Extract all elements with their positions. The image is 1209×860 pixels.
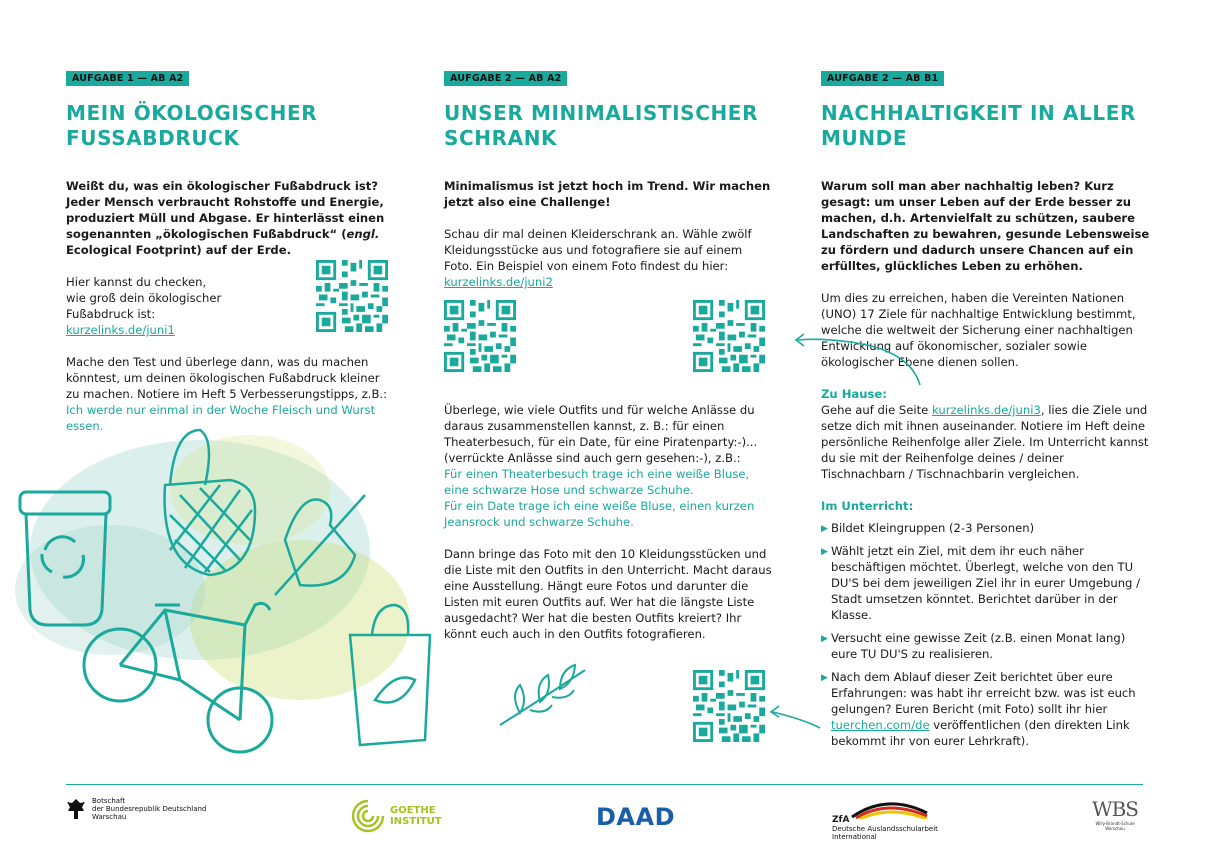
embassy-name: der Bundesrepublik Deutschland <box>92 805 207 813</box>
check-text: Hier kannst du checken, wie groß dein ökologischer Fußabdruck ist: kurzelinks.de/juni1 <box>66 275 222 337</box>
triangle-bullet-icon: ▶ <box>821 634 828 644</box>
embassy-name: Botschaft <box>92 797 126 805</box>
tuerchen-link[interactable]: tuerchen.com/de <box>831 718 930 732</box>
column-footprint <box>66 66 396 434</box>
qr-code-icon[interactable] <box>316 260 388 332</box>
title-line: NACHHALTIGKEIT IN ALLER <box>821 101 1136 125</box>
class-task-list <box>821 520 1151 749</box>
lead-paragraph: Weißt du, was ein ökologischer Fußabdruck ist? Jeder Mensch verbraucht Rohstoffe und Energie, produziert Müll und Abgase. Er hinterlässt einen sogenannten „ökologischen Fußabdruck“ (engl. Ecological Footprint) auf der Erde. <box>66 179 385 257</box>
wbs-logo <box>1090 797 1140 831</box>
goethe-text: INSTITUT <box>390 816 442 827</box>
eagle-crest-icon <box>66 797 86 823</box>
goals-link[interactable]: kurzelinks.de/juni3 <box>931 403 1041 417</box>
footprint-link[interactable]: kurzelinks.de/juni1 <box>66 323 175 337</box>
class-heading: Im Unterricht: <box>821 499 914 513</box>
leaf-sprig-icon <box>490 655 600 735</box>
embassy-logo <box>66 797 206 823</box>
title-line: UNSER MINIMALISTISCHER <box>444 101 759 125</box>
zfa-name: International <box>832 833 877 841</box>
qr-code-icon[interactable] <box>693 670 765 742</box>
task-tag: AUFGABE 2 — AB B1 <box>821 71 944 86</box>
column-sustainability <box>821 66 1151 756</box>
qr-code-icon[interactable] <box>693 300 765 372</box>
title-line: SCHRANK <box>444 126 558 150</box>
title-line: FUSSABDRUCK <box>66 126 240 150</box>
triangle-bullet-icon: ▶ <box>821 673 828 683</box>
home-text: Gehe auf die Seite kurzelinks.de/juni3, lies die Ziele und setze dich mit ihnen auseinander. Notiere im Heft deine persönliche Reihenfolge aller Ziele. Im Unterricht kannst du sie mit der Reihenfolge deines / deiner Tischnachbarn / Tischnachbarin vergleichen. <box>821 403 1149 481</box>
embassy-name: Warschau <box>92 813 127 821</box>
section-title <box>821 101 1151 151</box>
lead-paragraph: Minimalismus ist jetzt hoch im Trend. Wir machen jetzt also eine Challenge! <box>444 179 771 209</box>
example-text: Für ein Date trage ich eine weiße Bluse, einen kurzen Jeansrock und schwarze Schuhe. <box>444 499 755 529</box>
example-text: Ich werde nur einmal in der Woche Fleisch und Wurst essen. <box>66 403 376 433</box>
goethe-text: GOETHE <box>390 805 436 816</box>
title-line: MUNDE <box>821 126 908 150</box>
intro-text: Schau dir mal deinen Kleiderschrank an. Wähle zwölf Kleidungsstücke aus und fotografiere sie auf einem Foto. Ein Beispiel von einem Foto findest du hier: kurzelinks.de/juni2 <box>444 227 752 289</box>
list-item: ▶ Nach dem Ablauf dieser Zeit berichtet über eure Erfahrungen: was habt ihr erreicht bzw. was ist euch gelungen? Euren Bericht (mit Foto) sollt ihr hier tuerchen.com/de veröffentlichen (den direkten Link bekommt ihr von eurer Lehrkraft). <box>821 670 1136 748</box>
goethe-swirl-icon <box>350 798 386 834</box>
eco-illustration <box>0 400 440 780</box>
zfa-name: Deutsche Auslandsschularbeit <box>832 825 938 833</box>
example-text: Für einen Theaterbesuch trage ich eine weiße Bluse, eine schwarze Hose und schwarze Schuhe. <box>444 467 750 497</box>
title-line: MEIN ÖKOLOGISCHER <box>66 101 318 125</box>
lead-paragraph: Warum soll man aber nachhaltig leben? Kurz gesagt: um unser Leben auf der Erde besser zu machen, d.h. Artenvielfalt zu schützen, saubere Landschaften zu bewahren, gesunde Lebensweise zu fördern und dadurch unsere Chancen auf ein erfülltes, glückliches Leben zu erhöhen. <box>821 179 1150 273</box>
triangle-bullet-icon: ▶ <box>821 547 828 557</box>
wbs-subtitle: Willy-Brandt-Schule <box>1095 821 1135 826</box>
exhibition-text: Dann bringe das Foto mit den 10 Kleidungsstücken und die Liste mit den Outfits in den Unterricht. Macht daraus eine Ausstellung. Hängt eure Fotos und darunter die Listen mit euren Outfits auf. Wer hat die längste Liste ausgedacht? Wer hat die besten Outfits kreiert? Ihr könnt euch auch in den Outfits fotografieren. <box>444 547 772 641</box>
list-item: ▶ Bildet Kleingruppen (2-3 Personen) <box>821 521 1035 535</box>
list-item: ▶ Wählt jetzt ein Ziel, mit dem ihr euch näher beschäftigen möchtet. Überlegt, welche von den TU DU'S bei dem jeweiligen Ziel ihr in eurer Umgebung / Stadt umsetzen könntet. Berichtet darüber in der Klasse. <box>821 544 1141 622</box>
wbs-subtitle: Warschau <box>1105 826 1125 831</box>
home-heading: Zu Hause: <box>821 387 887 401</box>
triangle-bullet-icon: ▶ <box>821 524 828 534</box>
footer-divider <box>66 784 1143 785</box>
wbs-letters: WBS <box>1092 797 1138 821</box>
section-title <box>444 101 774 151</box>
section-title <box>66 101 396 151</box>
qr-code-icon[interactable] <box>444 300 516 372</box>
zfa-short: ZfA <box>832 815 850 825</box>
task-text: Mache den Test und überlege dann, was du machen könntest, um deinen ökologischen Fußabdruck kleiner zu machen. Notiere im Heft 5 Verbesserungstipps, z.B.: <box>66 355 388 401</box>
daad-logo: DAAD <box>596 803 675 831</box>
wardrobe-link[interactable]: kurzelinks.de/juni2 <box>444 275 553 289</box>
curved-arrow-icon <box>770 330 930 390</box>
watercolor-splash <box>15 525 205 655</box>
outfits-text: Überlege, wie viele Outfits und für welche Anlässe du daraus zusammenstellen kannst, z. B.: für einen Theaterbesuch, für ein Date, für eine Piratenparty:-)... (verrückte Anlässe sind auch gern gesehen:-), z.B.: <box>444 403 758 465</box>
curved-arrow-icon <box>765 700 825 730</box>
goethe-logo <box>350 798 442 834</box>
task-tag: AUFGABE 2 — AB A2 <box>444 71 567 86</box>
list-item: ▶ Versucht eine gewisse Zeit (z.B. einen Monat lang) eure TU DU'S zu realisieren. <box>821 631 1126 661</box>
un-goals-text: Um dies zu erreichen, haben die Vereinten Nationen (UNO) 17 Ziele für nachhaltige Entwicklung bestimmt, welche die weltweit der Sicherung einer nachhaltigen Entwicklung auf ökonomischer, sozialer sowie ökologischer Ebene dienen sollen. <box>821 291 1136 369</box>
zfa-logo <box>832 797 938 841</box>
task-tag: AUFGABE 1 — AB A2 <box>66 71 189 86</box>
